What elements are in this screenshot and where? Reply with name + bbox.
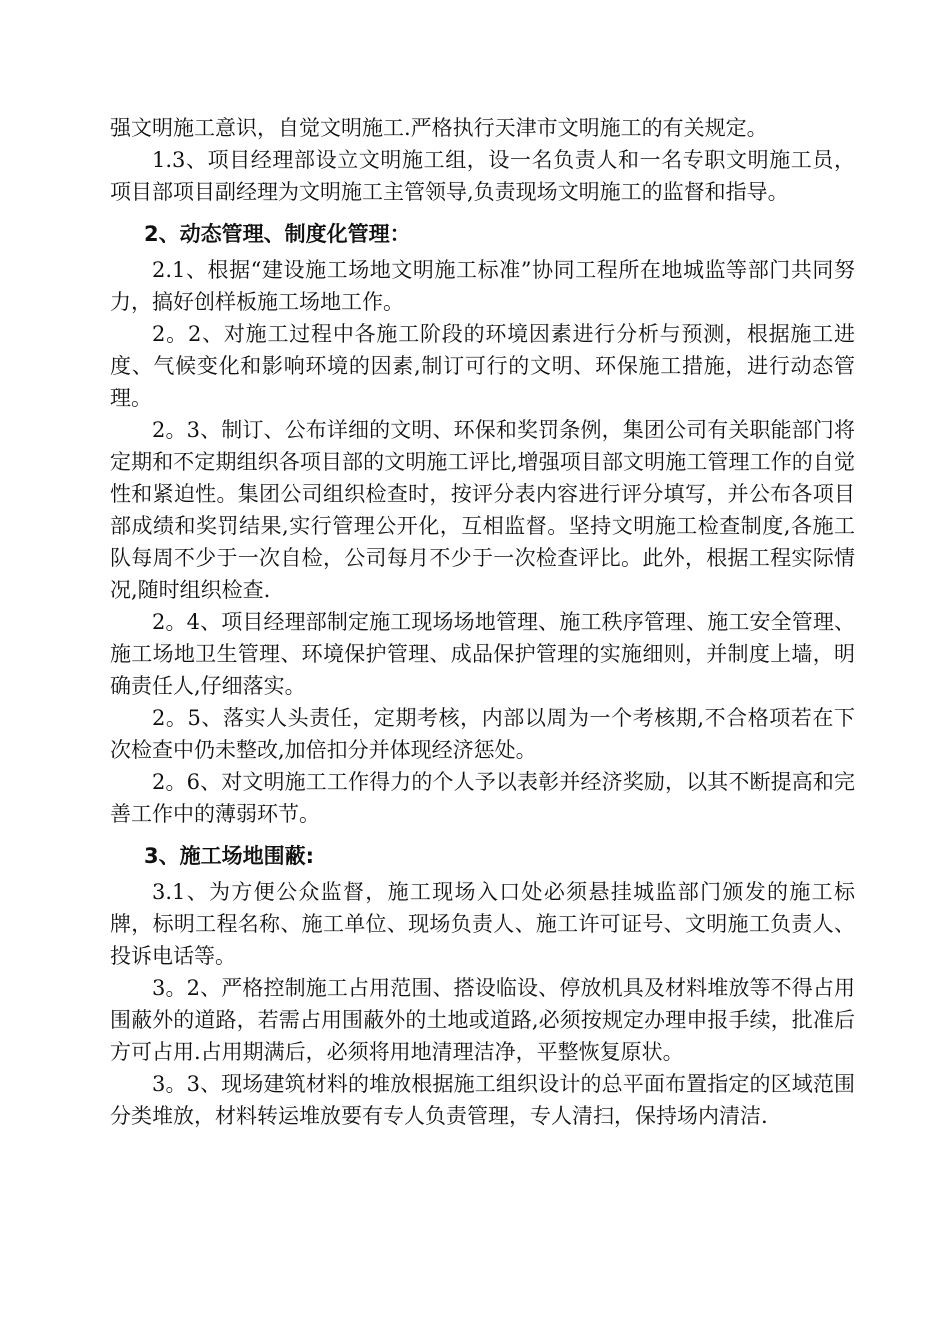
paragraph-3-1: 3.1、为方便公众监督，施工现场入口处必须悬挂城监部门颁发的施工标牌，标明工程名称、施工单位、现场负责人、施工许可证号、文明施工负责人、投诉电话等。 bbox=[110, 880, 855, 968]
section-2-heading: 2、动态管理、制度化管理： bbox=[144, 222, 411, 246]
paragraph-2-6: 2。6、对文明施工工作得力的个人予以表彰并经济奖励，以其不断提高和完善工作中的薄弱环节。 bbox=[110, 770, 855, 826]
paragraph-2-5: 2。5、落实人头责任，定期考核，内部以周为一个考核期,不合格项若在下次检查中仍未整改,加倍扣分并体现经济惩处。 bbox=[110, 706, 855, 762]
section-3-heading: 3、施工场地围蔽: bbox=[144, 844, 315, 868]
paragraph-3-3: 3。3、现场建筑材料的堆放根据施工组织设计的总平面布置指定的区域范围分类堆放，材料转运堆放要有专人负责管理，专人清扫，保持场内清洁. bbox=[110, 1072, 855, 1128]
paragraph-2-2: 2。2、对施工过程中各施工阶段的环境因素进行分析与预测，根据施工进度、气候变化和影响环境的因素,制订可行的文明、环保施工措施，进行动态管理。 bbox=[110, 322, 855, 410]
document-body bbox=[110, 112, 855, 1132]
paragraph-3-2: 3。2、严格控制施工占用范围、搭设临设、停放机具及材料堆放等不得占用围蔽外的道路，若需占用围蔽外的土地或道路,必须按规定办理申报手续，批准后方可占用.占用期满后，必须将用地清理洁净，平整恢复原状。 bbox=[110, 976, 855, 1064]
paragraph-2-3: 2。3、制订、公布详细的文明、环保和奖罚条例，集团公司有关职能部门将定期和不定期组织各项目部的文明施工评比,增强项目部文明施工管理工作的自觉性和紧迫性。集团公司组织检查时，按评分表内容进行评分填写，并公布各项目部成绩和奖罚结果,实行管理公开化，互相监督。坚持文明施工检查制度,各施工队每周不少于一次自检，公司每月不少于一次检查评比。此外，根据工程实际情况,随时组织检查. bbox=[110, 418, 855, 602]
intro-paragraph: 强文明施工意识，自觉文明施工.严格执行天津市文明施工的有关规定。 bbox=[110, 116, 768, 140]
paragraph-2-4: 2。4、项目经理部制定施工现场场地管理、施工秩序管理、施工安全管理、施工场地卫生管理、环境保护管理、成品保护管理的实施细则，并制度上墙，明确责任人,仔细落实。 bbox=[110, 610, 855, 698]
paragraph-2-1: 2.1、根据“建设施工场地文明施工标准”协同工程所在地城监等部门共同努力，搞好创样板施工场地工作。 bbox=[110, 258, 855, 314]
paragraph-1-3: 1.3、项目经理部设立文明施工组，设一名负责人和一名专职文明施工员，项目部项目副经理为文明施工主管领导,负责现场文明施工的监督和指导。 bbox=[110, 148, 855, 204]
